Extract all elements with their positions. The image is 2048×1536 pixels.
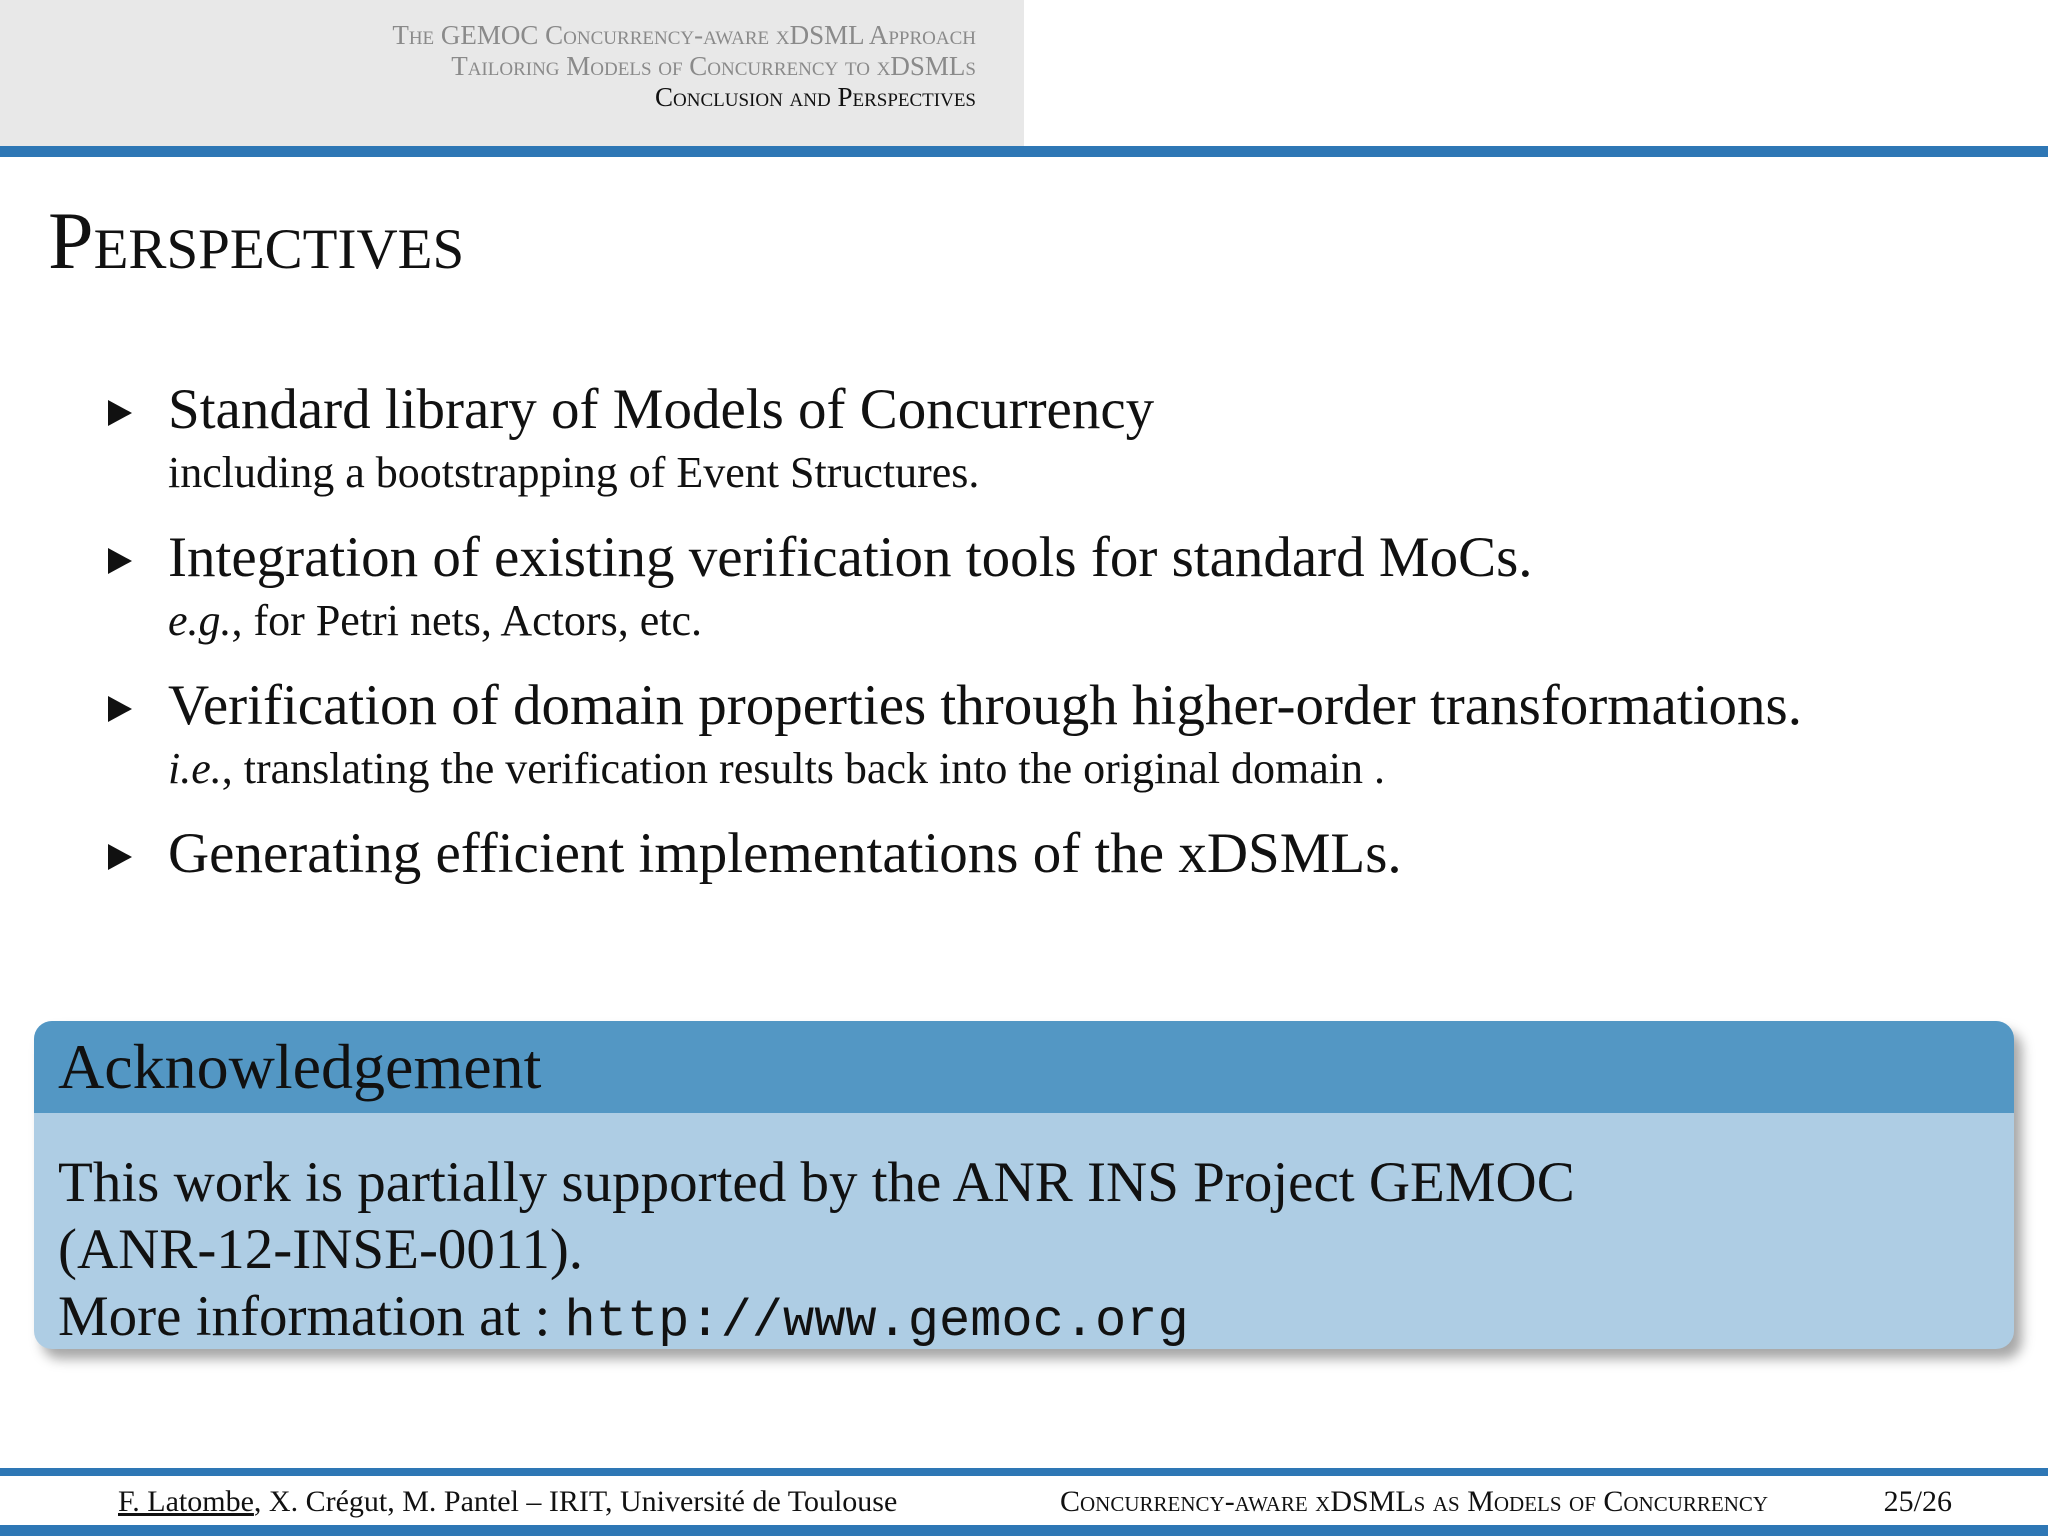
footer-rule-bottom (0, 1525, 2048, 1536)
bullet-item-verification-tools (104, 524, 2024, 650)
nav-section-approach[interactable]: The GEMOC Concurrency-aware xDSML Approach (392, 20, 976, 50)
bullet-main-text: Standard library of Models of Concurrency (168, 378, 1155, 441)
footer-authors-rest: , X. Crégut, M. Pantel – IRIT, Université de Toulouse (253, 1485, 898, 1518)
bullet-sub-text (168, 740, 2024, 798)
acknowledgement-title: Acknowledgement (34, 1021, 2014, 1113)
bullet-main-text: Generating efficient implementations of the xDSMLs. (168, 822, 1402, 885)
bullet-sub-text (168, 592, 2024, 650)
acknowledgement-body (34, 1113, 2014, 1349)
nav-section-conclusion[interactable]: Conclusion and Perspectives (655, 82, 976, 112)
acknowledgement-line-1: This work is partially supported by the ANR INS Project GEMOC (58, 1151, 1575, 1214)
footer-page-number: 25/26 (1883, 1485, 1952, 1518)
bullet-sub-rest: including a bootstrapping of Event Structures. (168, 448, 980, 497)
footer-short-title: Concurrency-aware xDSMLs as Models of Concurrency (1060, 1485, 1769, 1518)
slide-title: Perspectives (48, 195, 465, 286)
acknowledgement-line-3 (58, 1283, 1990, 1349)
bullet-item-standard-library (104, 376, 2024, 502)
acknowledgement-block (34, 1021, 2014, 1349)
more-info-label: More information at : (58, 1285, 565, 1348)
bullet-main-text: Verification of domain properties through higher-order transformations. (168, 674, 1802, 737)
footer-rule-top (0, 1468, 2048, 1476)
bullet-sub-abbrev: i.e. (168, 744, 222, 793)
header-rule (0, 146, 2048, 157)
bullet-arrow-icon (108, 548, 132, 574)
bullet-arrow-icon (108, 400, 132, 426)
bullet-list (104, 376, 2024, 910)
bullet-item-efficient-implementations (104, 820, 2024, 888)
acknowledgement-line-2: (ANR-12-INSE-0011). (58, 1218, 584, 1281)
footer-presenter: F. Latombe (118, 1485, 254, 1518)
footer-authors (118, 1484, 897, 1520)
bullet-sub-text (168, 444, 2024, 502)
nav-section-tailoring[interactable]: Tailoring Models of Concurrency to xDSMLs (451, 51, 976, 81)
bullet-arrow-icon (108, 844, 132, 870)
section-navigation (392, 20, 976, 113)
project-url-link[interactable]: http://www.gemoc.org (564, 1292, 1189, 1349)
bullet-sub-rest: , translating the verification results back into the original domain . (221, 744, 1386, 793)
bullet-main-text: Integration of existing verification tools for standard MoCs. (168, 526, 1533, 589)
bullet-arrow-icon (108, 696, 132, 722)
header-panel (0, 0, 1024, 146)
bullet-sub-rest: , for Petri nets, Actors, etc. (231, 596, 702, 645)
bullet-sub-abbrev: e.g. (168, 596, 232, 645)
bullet-item-domain-properties (104, 672, 2024, 798)
